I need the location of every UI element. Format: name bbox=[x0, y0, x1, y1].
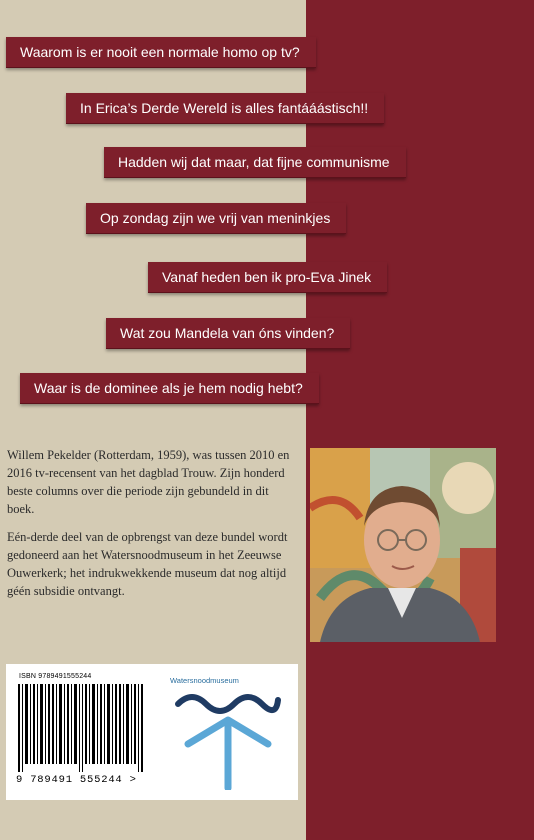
author-bio: Willem Pekelder (Rotterdam, 1959), was tussen 2010 en 2016 tv-recensent van het dagblad Trouw. Zijn honderd beste columns over die periode zijn gebundeld in dit boek. bbox=[7, 448, 290, 516]
barcode-area bbox=[6, 664, 158, 800]
isbn-label: ISBN 9789491555244 bbox=[19, 673, 92, 680]
quote-banner-7: Waar is de dominee als je hem nodig hebt? bbox=[20, 373, 319, 404]
quote-banner-5: Vanaf heden ben ik pro-Eva Jinek bbox=[148, 262, 387, 293]
museum-logo-text: Watersnoodmuseum bbox=[170, 676, 239, 685]
museum-logo-area bbox=[158, 664, 298, 800]
author-photo bbox=[310, 448, 496, 642]
wave-arrow-logo-icon bbox=[174, 690, 282, 790]
quote-banner-2: In Erica’s Derde Wereld is alles fantááástisch!! bbox=[66, 93, 384, 124]
donation-note: Eén-derde deel van de opbrengst van deze bundel wordt gedoneerd aan het Watersnoodmuseum in het Zeeuwse Ouwerkerk; het indrukwekkende museum dat nog altijd géén subsidie ontvangt. bbox=[7, 530, 288, 598]
quote-banner-4: Op zondag zijn we vrij van meninkjes bbox=[86, 203, 346, 234]
right-maroon-panel bbox=[306, 0, 534, 840]
isbn-digits: 9 789491 555244 > bbox=[16, 774, 137, 786]
quote-banner-6: Wat zou Mandela van óns vinden? bbox=[106, 318, 350, 349]
quote-banner-1: Waarom is er nooit een normale homo op tv? bbox=[6, 37, 316, 68]
barcode-icon bbox=[18, 684, 148, 772]
quote-banner-3: Hadden wij dat maar, dat fijne communisme bbox=[104, 147, 406, 178]
